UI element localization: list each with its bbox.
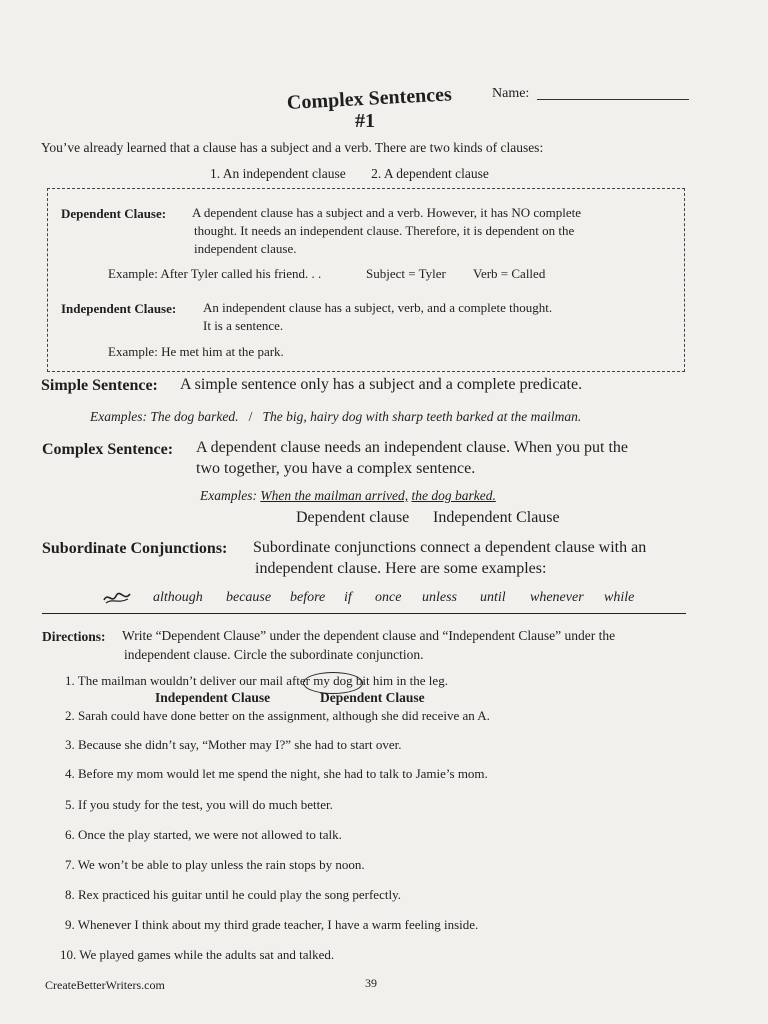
independent-clause-label: Independent Clause: — [61, 301, 177, 316]
complex-examples-label: Examples: — [200, 488, 257, 503]
complex-sentence-heading: Complex Sentence: — [42, 441, 174, 458]
complex-examples — [200, 488, 496, 504]
complex-example-dependent: When the mailman arrived, — [260, 488, 409, 503]
dependent-clause-label: Dependent Clause: — [61, 206, 167, 221]
simple-sentence-text: A simple sentence only has a subject and a complete predicate. — [180, 376, 583, 393]
footer-site: CreateBetterWriters.com — [45, 978, 165, 992]
simple-examples-label: Examples: — [90, 409, 147, 424]
conjunction-word: before — [290, 590, 326, 605]
exercise-item: 6. Once the play started, we were not allowed to talk. — [65, 827, 342, 842]
name-label: Name: — [492, 86, 530, 101]
dependent-example: Example: After Tyler called his friend. . . — [108, 266, 322, 281]
directions-heading: Directions: — [42, 629, 106, 644]
clause-kinds — [210, 166, 511, 182]
scribble-icon — [102, 590, 132, 606]
complex-label-dependent: Dependent clause — [296, 509, 410, 526]
exercise-item: 2. Sarah could have done better on the assignment, although she did receive an A. — [65, 708, 490, 723]
page-number: 39 — [365, 976, 377, 990]
complex-label-independent: Independent Clause — [433, 509, 560, 526]
dependent-def-line: independent clause. — [194, 241, 297, 256]
simple-example-1: The dog barked. — [150, 409, 239, 424]
exercise-item: 4. Before my mom would let me spend the night, she had to talk to Jamie’s mom. — [65, 766, 488, 781]
independent-example: Example: He met him at the park. — [108, 344, 284, 359]
conjunction-word: if — [344, 590, 352, 605]
complex-sentence-line: A dependent clause needs an independent clause. When you put the — [196, 439, 629, 456]
simple-example-separator: / — [248, 409, 253, 424]
conjunction-word: once — [375, 590, 402, 605]
dependent-example-subject: Subject = Tyler — [366, 266, 446, 281]
exercise-item: 5. If you study for the test, you will do much better. — [65, 797, 333, 812]
answer-independent: Independent Clause — [155, 690, 271, 705]
exercise-item: 9. Whenever I think about my third grade teacher, I have a warm feeling inside. — [65, 917, 479, 932]
subordinate-line: Subordinate conjunctions connect a dependent clause with an — [253, 539, 647, 556]
complex-sentence-line: two together, you have a complex sentence. — [196, 460, 476, 477]
conjunction-word: whenever — [530, 590, 584, 605]
clause-kind-independent: 1. An independent clause — [210, 166, 346, 181]
page-title: Complex Sentences — [286, 83, 453, 114]
directions-line: independent clause. Circle the subordinate conjunction. — [124, 647, 424, 662]
exercise-item: 3. Because she didn’t say, “Mother may I?” she had to start over. — [65, 737, 402, 752]
conjunction-word: although — [153, 590, 203, 605]
simple-sentence-heading: Simple Sentence: — [41, 377, 158, 394]
exercise-item: 1. The mailman wouldn’t deliver our mail after my dog bit him in the leg. — [65, 673, 448, 688]
conjunction-word: because — [226, 590, 272, 605]
answer-dependent: Dependent Clause — [320, 690, 425, 705]
name-line — [537, 99, 689, 100]
complex-example-independent: the dog barked. — [411, 488, 496, 503]
dependent-example-verb: Verb = Called — [473, 266, 546, 281]
conjunction-word: while — [604, 590, 635, 605]
exercise-item: 8. Rex practiced his guitar until he could play the song perfectly. — [65, 887, 401, 902]
independent-def-line: It is a sentence. — [203, 318, 284, 333]
simple-examples — [90, 409, 581, 425]
exercise-item: 10. We played games while the adults sat and talked. — [60, 947, 335, 962]
dependent-def-line: thought. It needs an independent clause. Therefore, it is dependent on the — [194, 223, 575, 238]
section-divider — [42, 613, 686, 614]
simple-example-2: The big, hairy dog with sharp teeth barked at the mailman. — [262, 409, 582, 424]
subordinate-line: independent clause. Here are some examples: — [255, 560, 547, 577]
conjunction-word: unless — [422, 590, 457, 605]
conjunction-word: until — [480, 590, 506, 605]
intro-text: You’ve already learned that a clause has a subject and a verb. There are two kinds of clauses: — [41, 140, 544, 155]
directions-line: Write “Dependent Clause” under the dependent clause and “Independent Clause” under the — [122, 628, 616, 643]
independent-def-line: An independent clause has a subject, verb, and a complete thought. — [203, 300, 553, 315]
subordinate-conjunctions-heading: Subordinate Conjunctions: — [42, 540, 228, 557]
page-title-number: #1 — [355, 110, 375, 132]
dependent-def-line: A dependent clause has a subject and a verb. However, it has NO complete — [192, 205, 581, 220]
clause-kind-dependent: 2. A dependent clause — [371, 166, 489, 181]
exercise-item: 7. We won’t be able to play unless the rain stops by noon. — [65, 857, 365, 872]
